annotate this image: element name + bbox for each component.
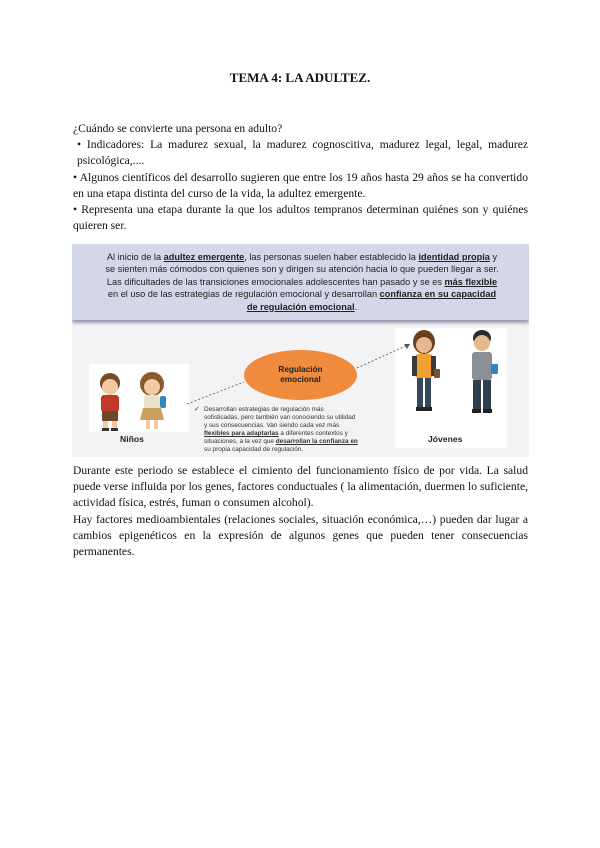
figure-header: Al inicio de la adultez emergente, las personas suelen haber establecido la identidad propia y se sienten más cómodos con quienes son y dirigen su atención hacia lo que pueden llegar a ser. Las dificultades de las transiciones emocionales adolescentes han pasado y se es más flexible en el uso de las estrategias de regulación emocional y desarrollan confianza en su capacidad de regulación emocional. (72, 244, 529, 320)
emotional-regulation-node: Regulación emocional (244, 350, 357, 400)
outro-paragraph-1: Durante este periodo se establece el cimiento del funcionamiento físico de por vida. La salud puede verse influida por los genes, factores conductuales ( la alimentación, duermen lo suficiente, actividad física, estrés, fuman o consumen alcohol). (73, 464, 528, 510)
girl-child-icon (140, 372, 166, 429)
boy-child-icon (100, 373, 120, 431)
outro-paragraph-2: Hay factores medioambientales (relaciones sociales, situación económica,…) pueden dar lugar a cambios epigenéticos en la expresión de algunos genes que pueden tener consecuencias permanentes. (73, 512, 528, 559)
connector-line-left (187, 382, 244, 404)
intro-scientists: • Algunos científicos del desarrollo sugieren que entre los 19 años hasta 29 años se ha convertido en una etapa distinta del curso de la vida, la adultez emergente. (73, 170, 528, 200)
more-flexible-term: más flexible (444, 276, 498, 287)
young-woman-icon (412, 330, 440, 411)
regulation-bullet: ✓ Desarrollan estrategias de regulación más sofisticadas, pero también van conociendo su utilidad y sus consecuencias. Van siendo cada vez más flexibles para adaptarlas a diferentes contextos y situaciones, a la vez que desarrollan la confianza en su propia capacidad de regulación. (194, 406, 358, 453)
own-identity-term: identidad propia (418, 252, 490, 262)
intro-section (73, 121, 528, 234)
page-title: TEMA 4: LA ADULTEZ. (229, 70, 371, 85)
intro-represents: • Representa una etapa durante la que los adultos tempranos determinan quiénes son y quiénes quieren ser. (73, 203, 528, 233)
connector-line-right (357, 344, 410, 368)
confidence-term: confianza en su capacidad (379, 289, 497, 300)
emergent-adulthood-term: adultez emergente (163, 252, 245, 262)
intro-question: ¿Cuándo se convierte una persona en adulto? (73, 122, 283, 135)
kids-label: Niños (120, 434, 144, 444)
checkmark-icon: ✓ (194, 406, 200, 413)
outro-section (73, 463, 528, 560)
emotional-regulation-figure (72, 244, 529, 457)
teens-label: Jóvenes (428, 434, 463, 444)
intro-indicators: • Indicadores: La madurez sexual, la madurez cognoscitiva, madurez legal, legal, madurez psicológica,.... (77, 138, 528, 168)
young-man-icon (472, 330, 498, 413)
